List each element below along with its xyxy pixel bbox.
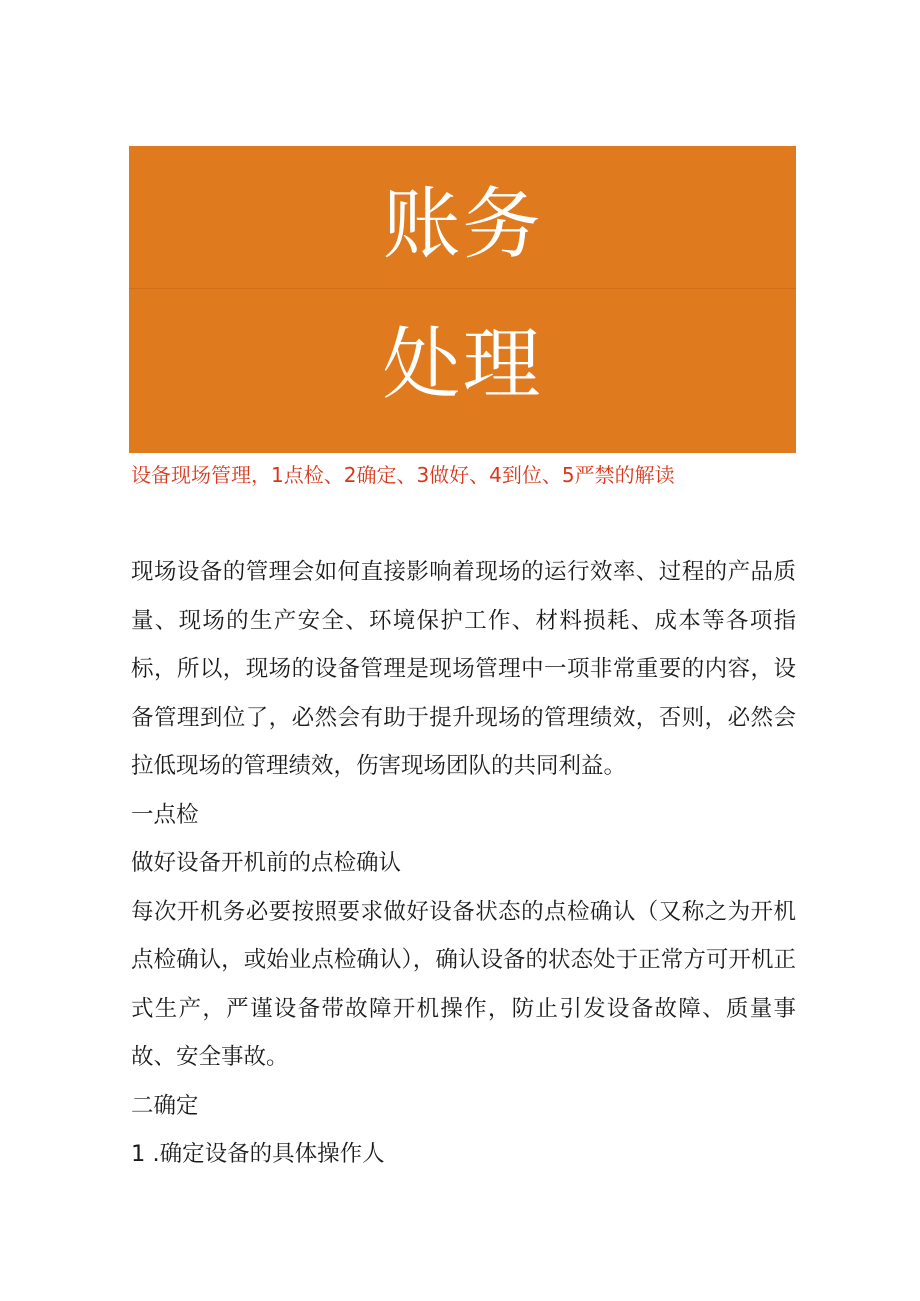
- section-heading-confirm: 二确定: [131, 1092, 199, 1119]
- banner-title-line-2: 处理: [382, 320, 543, 410]
- section-heading-inspection: 一点检: [131, 801, 199, 828]
- banner-divider: [129, 288, 796, 289]
- document-subtitle: 设备现场管理，1点检、2确定、3做好、4到位、5严禁的解读: [131, 463, 675, 487]
- document-body: [131, 548, 796, 1179]
- list-item-operator: 1 .确定设备的具体操作人: [131, 1141, 385, 1167]
- intro-paragraph: 现场设备的管理会如何直接影响着现场的运行效率、过程的产品质量、现场的生产安全、环境保护工作、材料损耗、成本等各项指标，所以，现场的设备管理是现场管理中一项非常重要的内容，设备管理到位了，必然会有助于提升现场的管理绩效，否则，必然会拉低现场的管理绩效，伤害现场团队的共同利益。: [131, 559, 796, 779]
- inspection-paragraph: 每次开机务必要按照要求做好设备状态的点检确认（又称之为开机点检确认，或始业点检确认），确认设备的状态处于正常方可开机正式生产，严谨设备带故障开机操作，防止引发设备故障、质量事故、安全事故。: [131, 898, 796, 1070]
- subheading-pre-start-check: 做好设备开机前的点检确认: [131, 850, 402, 876]
- banner-title-line-1: 账务: [382, 180, 543, 270]
- title-banner: [129, 146, 796, 453]
